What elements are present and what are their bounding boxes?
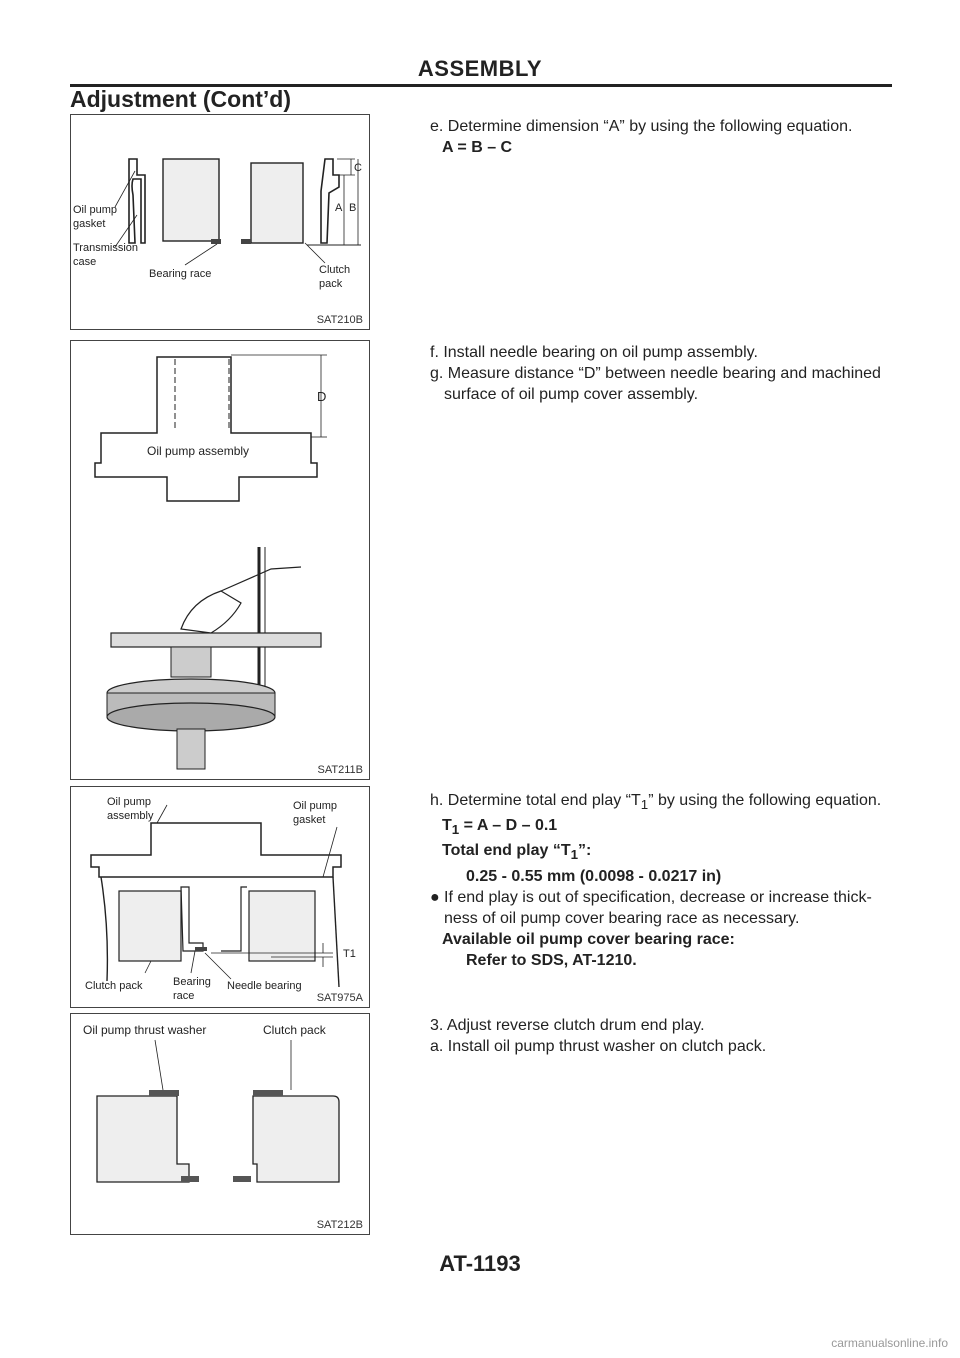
fig1-label-oil-pump: Oil pump — [73, 204, 118, 216]
fig1-label-transmission: Transmission — [73, 242, 138, 254]
fig1-label-pack: pack — [319, 278, 343, 290]
step-h-bullet-item — [430, 887, 900, 908]
watermark: carmanualsonline.info — [831, 1336, 948, 1350]
step-h-equation — [430, 815, 900, 840]
fig3-label-gasket: gasket — [293, 814, 326, 826]
step-h-spec-value: 0.25 - 0.55 mm (0.0098 - 0.0217 in) — [466, 867, 722, 885]
step-h-spec-post: ”: — [578, 842, 592, 860]
page-number: AT-1193 — [439, 1251, 521, 1276]
fig3-label-bearing: Bearing — [173, 976, 211, 988]
fig3-label-oil-pump-2: Oil pump — [293, 800, 338, 812]
steps-f-g — [430, 342, 900, 405]
step-e-equation: A = B – C — [442, 139, 513, 156]
steps-3-a — [430, 1015, 900, 1057]
fig4-label-clutch-pack: Clutch pack — [263, 1023, 326, 1037]
step-h-bullet-text-1: If end play is out of specification, decrease or increase thick- — [444, 888, 872, 906]
step-h-text-pre: h. Determine total end play “T — [430, 792, 641, 809]
figure-sat212b — [70, 1013, 370, 1235]
step-h-eq-post: = A – D – 0.1 — [459, 817, 558, 835]
fig1-label-gasket: gasket — [73, 218, 106, 230]
step-h-available: Available oil pump cover bearing race: — [442, 930, 735, 948]
figure-code: SAT210B — [316, 314, 363, 326]
step-h-spec-pre: Total end play “T — [442, 842, 571, 860]
step-g-text-2: surface of oil pump cover assembly. — [444, 386, 699, 403]
figure-code: SAT975A — [316, 992, 363, 1004]
figure-sat212b-drawing — [71, 1014, 369, 1234]
fig4-label-thrust-washer: Oil pump thrust washer — [83, 1023, 207, 1037]
fig2-label-oil-pump-assembly: Oil pump assembly — [147, 444, 250, 458]
step-e-text: e. Determine dimension “A” by using the following equation. — [430, 118, 853, 135]
fig1-label-a: A — [335, 202, 343, 214]
step-a-text: a. Install oil pump thrust washer on clutch pack. — [430, 1038, 767, 1055]
step-h-spec-sub: 1 — [570, 847, 579, 863]
step-f-text: f. Install needle bearing on oil pump assembly. — [430, 344, 758, 361]
step-g-text-1: g. Measure distance “D” between needle bearing and machined — [430, 365, 881, 382]
fig1-label-c: C — [354, 162, 362, 174]
step-h-eq-pre: T — [442, 817, 452, 835]
section-title: Adjustment (Cont’d) — [70, 86, 292, 112]
bullet-icon: ● — [430, 888, 440, 906]
step-h-text-post: ” by using the following equation. — [648, 792, 882, 809]
step-h-text — [430, 790, 900, 815]
figure-sat975a — [70, 786, 370, 1008]
fig2-label-d: D — [317, 389, 327, 404]
fig3-label-oil-pump-1: Oil pump — [107, 796, 152, 808]
step-h-eq-sub: 1 — [451, 822, 460, 838]
step-e — [430, 116, 900, 158]
fig3-label-clutch-pack: Clutch pack — [85, 980, 143, 992]
fig3-label-t1: T1 — [343, 948, 356, 960]
figure-sat975a-drawing — [71, 787, 369, 1007]
fig1-label-b: B — [349, 202, 357, 214]
fig1-label-bearing-race: Bearing race — [149, 268, 212, 280]
fig3-label-needle-bearing: Needle bearing — [227, 980, 302, 992]
header-title: ASSEMBLY — [417, 56, 543, 81]
figure-code: SAT211B — [317, 764, 363, 776]
fig1-label-case: case — [73, 256, 97, 268]
step-h-refer: Refer to SDS, AT-1210. — [466, 951, 637, 969]
fig3-label-race: race — [173, 990, 195, 1002]
step-3-text: 3. Adjust reverse clutch drum end play. — [430, 1017, 705, 1034]
figure-sat210b-drawing — [71, 115, 369, 329]
fig3-label-assembly: assembly — [107, 810, 154, 822]
figure-sat211b — [70, 340, 370, 780]
figure-sat211b-drawing — [71, 341, 369, 779]
step-h-sub: 1 — [640, 797, 649, 813]
step-h-bullet-text-2: ness of oil pump cover bearing race as necessary. — [444, 909, 800, 927]
figure-code: SAT212B — [316, 1219, 363, 1231]
step-h-spec-label — [430, 840, 900, 865]
step-h — [430, 790, 900, 971]
figure-sat210b — [70, 114, 370, 330]
fig1-label-clutch: Clutch — [319, 264, 351, 276]
